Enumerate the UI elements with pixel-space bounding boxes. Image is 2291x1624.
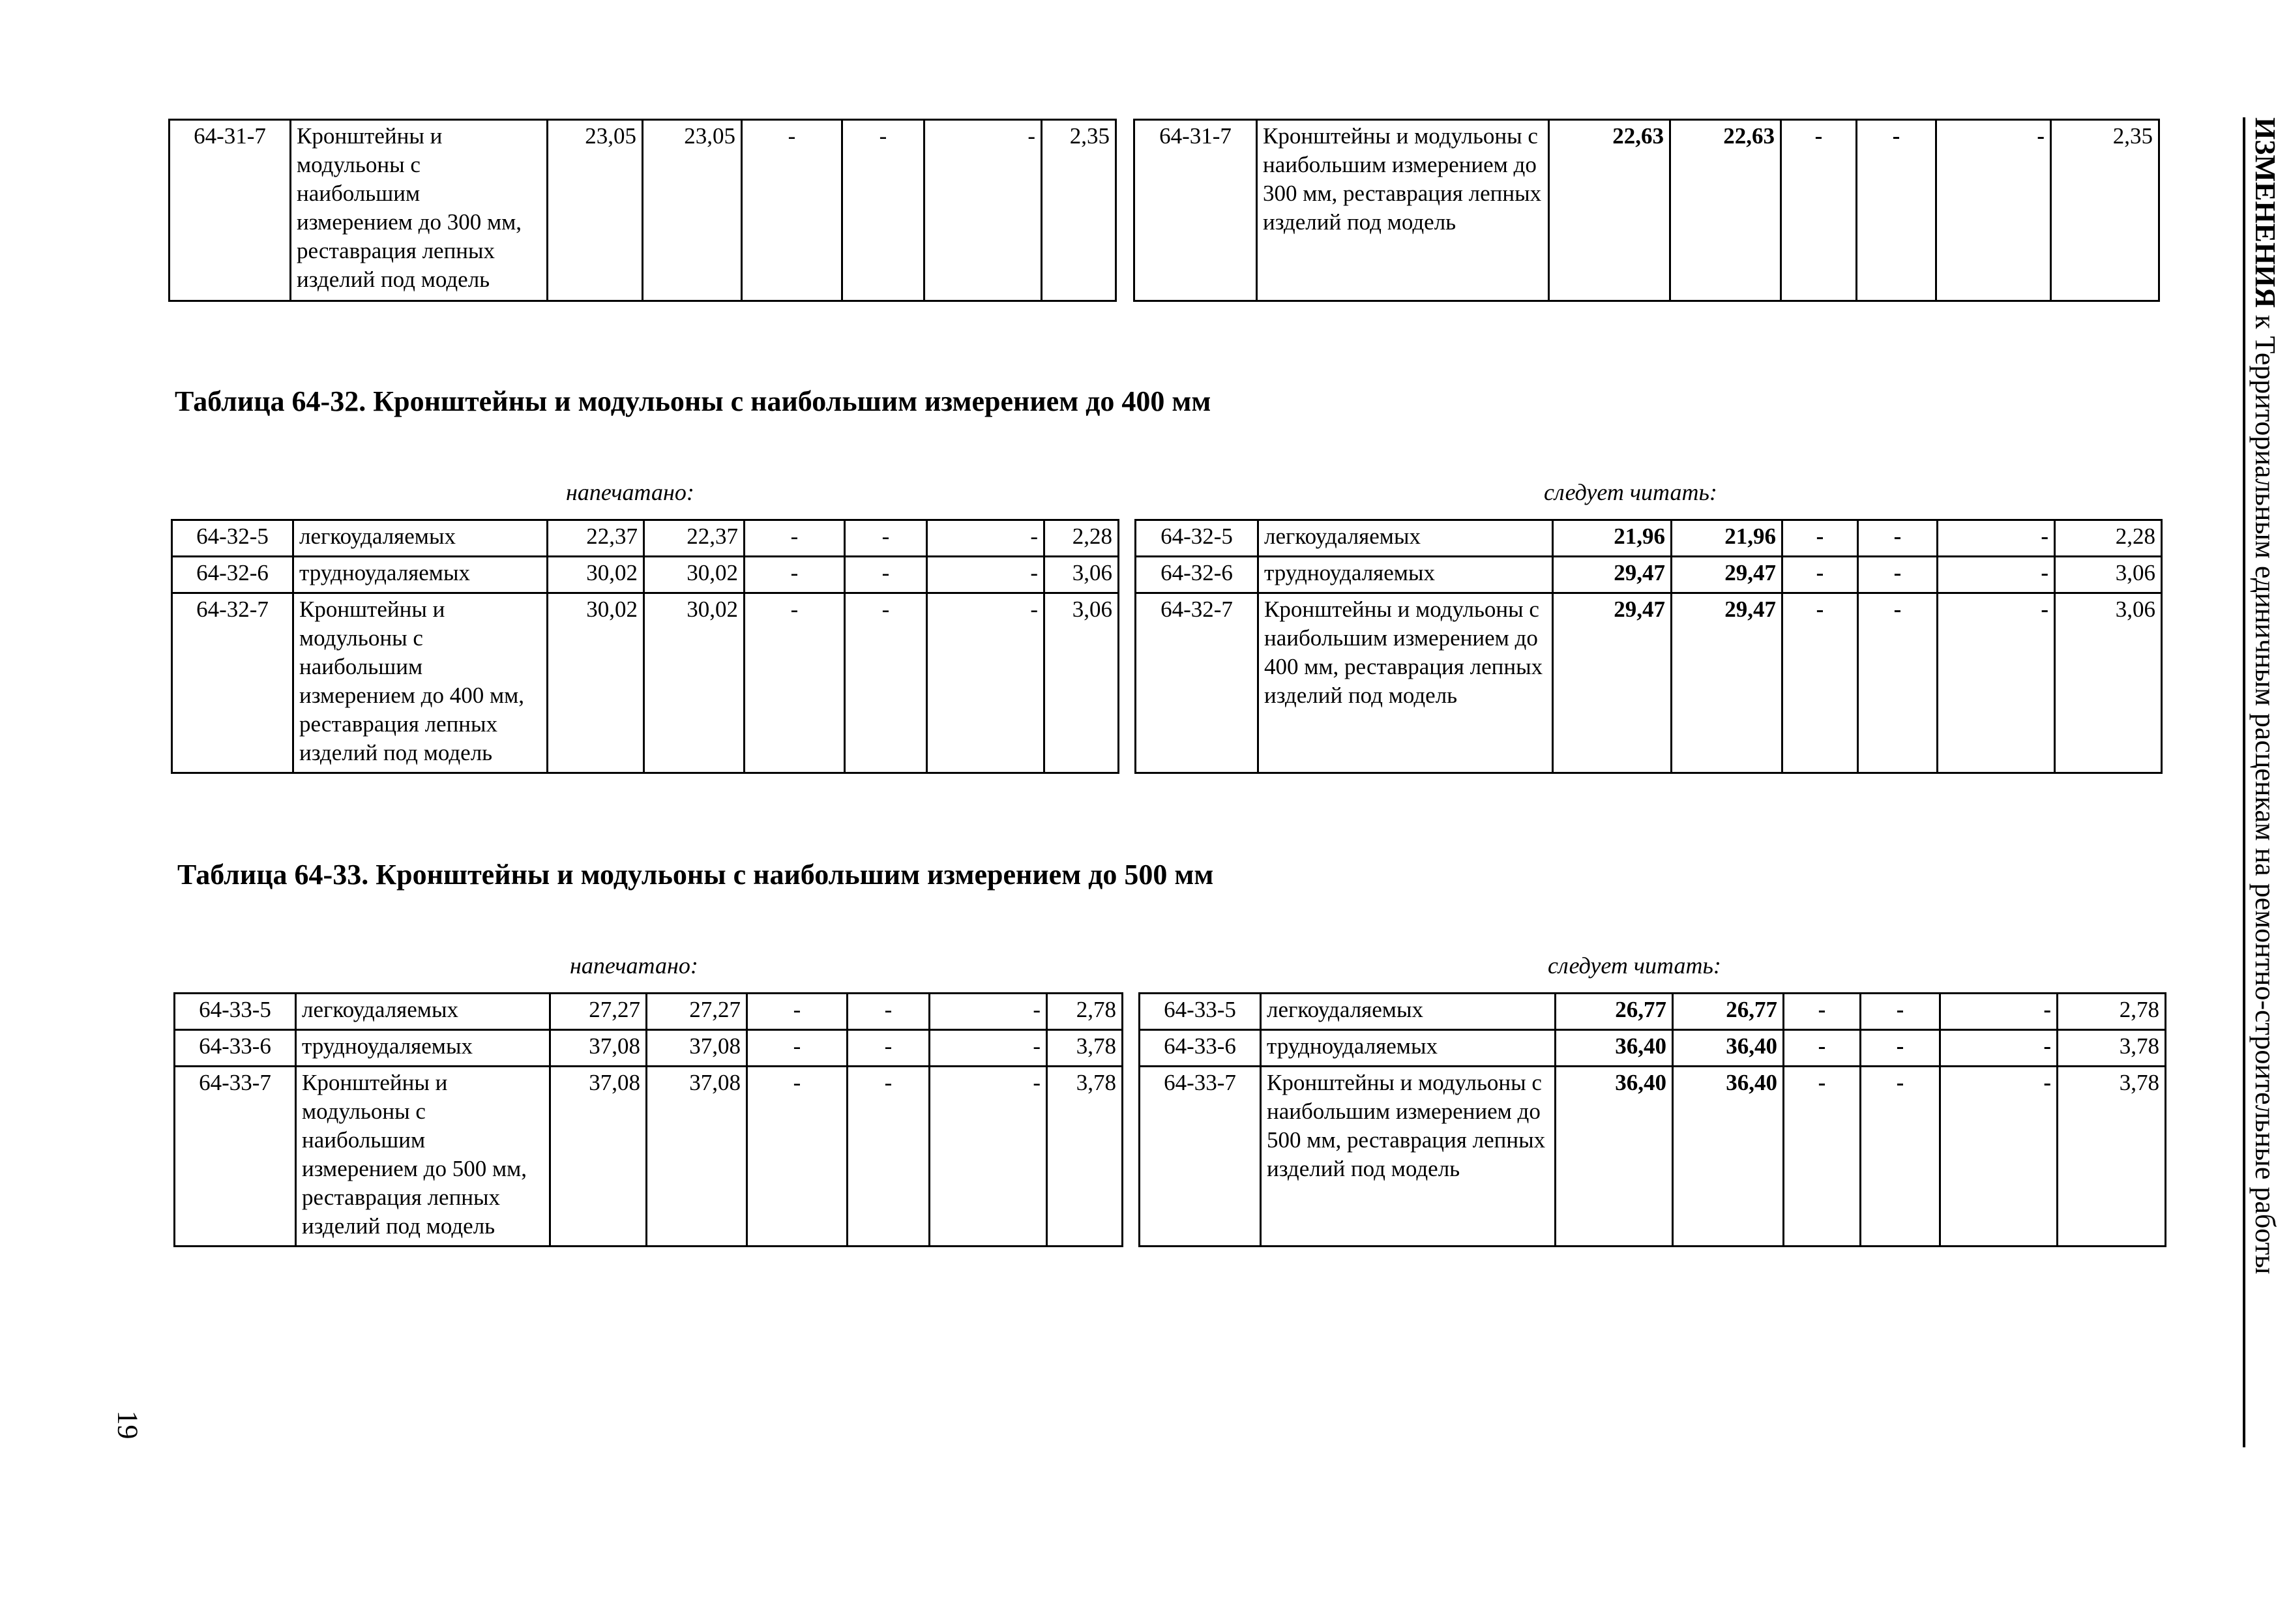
description-cell: трудноудаляемых (1258, 557, 1553, 593)
running-header (2243, 117, 2281, 1447)
value-cell: 27,27 (647, 994, 747, 1030)
value-cell: - (1940, 1030, 2058, 1067)
value-cell: - (848, 1030, 930, 1067)
value-cell: 29,47 (1672, 557, 1782, 593)
running-header-bold: ИЗМЕНЕНИЯ (2249, 117, 2281, 308)
description-cell: трудноудаляемых (1261, 1030, 1556, 1067)
value-cell: 3,78 (1047, 1067, 1123, 1247)
table-64-32-printed (171, 519, 1119, 774)
value-cell: 26,77 (1673, 994, 1784, 1030)
value-cell: - (845, 557, 927, 593)
value-cell: 30,02 (548, 557, 644, 593)
table-64-33-printed (173, 992, 1123, 1247)
value-cell: 2,78 (2058, 994, 2166, 1030)
value-cell: - (745, 520, 845, 557)
value-cell: - (1940, 994, 2058, 1030)
code-cell: 64-31-7 (1134, 120, 1257, 301)
table-row (175, 1067, 1123, 1247)
code-cell: 64-33-5 (175, 994, 296, 1030)
value-cell: - (927, 593, 1044, 773)
value-cell: 2,35 (2051, 120, 2159, 301)
code-cell: 64-32-7 (1136, 593, 1258, 773)
code-cell: 64-33-6 (175, 1030, 296, 1067)
value-cell: - (1938, 520, 2055, 557)
description-cell: Кронштейны и модульоны с наибольшим измерением до 400 мм, реставрация лепных изделий под модель (1258, 593, 1553, 773)
value-cell: 3,06 (2055, 557, 2162, 593)
value-cell: 29,47 (1553, 593, 1672, 773)
value-cell: - (745, 557, 845, 593)
value-cell: 3,06 (1044, 557, 1119, 593)
value-cell: 2,28 (1044, 520, 1119, 557)
table-row (175, 994, 1123, 1030)
description-cell: трудноудаляемых (296, 1030, 550, 1067)
value-cell: - (930, 1067, 1047, 1247)
description-cell: Кронштейны и модульоны с наибольшим измерением до 400 мм, реставрация лепных изделий под модель (293, 593, 548, 773)
value-cell: - (1782, 520, 1858, 557)
value-cell: - (848, 994, 930, 1030)
value-cell: - (1861, 994, 1940, 1030)
value-cell: - (1861, 1030, 1940, 1067)
caption-read-as: следует читать: (1548, 952, 1721, 979)
table-64-31-corrected (1133, 119, 2160, 302)
value-cell: 3,06 (1044, 593, 1119, 773)
value-cell: 37,08 (550, 1067, 647, 1247)
value-cell: - (1936, 120, 2051, 301)
code-cell: 64-32-5 (1136, 520, 1258, 557)
code-cell: 64-32-5 (172, 520, 293, 557)
value-cell: - (1781, 120, 1857, 301)
value-cell: 27,27 (550, 994, 647, 1030)
value-cell: - (1938, 593, 2055, 773)
table-row (1134, 120, 2159, 301)
value-cell: 29,47 (1672, 593, 1782, 773)
value-cell: - (845, 593, 927, 773)
value-cell: 3,78 (2058, 1030, 2166, 1067)
value-cell: - (747, 1030, 848, 1067)
value-cell: - (745, 593, 845, 773)
value-cell: - (1782, 557, 1858, 593)
value-cell: 3,78 (2058, 1067, 2166, 1247)
value-cell: 26,77 (1556, 994, 1673, 1030)
code-cell: 64-32-6 (1136, 557, 1258, 593)
value-cell: - (924, 120, 1042, 301)
code-cell: 64-33-6 (1140, 1030, 1261, 1067)
description-cell: легкоудаляемых (1261, 994, 1556, 1030)
table-title-64-32: Таблица 64-32. Кронштейны и модульоны с наибольшим измерением до 400 мм (175, 385, 1211, 417)
value-cell: - (1784, 1067, 1861, 1247)
value-cell: 22,63 (1670, 120, 1781, 301)
caption-read-as: следует читать: (1544, 479, 1717, 505)
value-cell: 21,96 (1553, 520, 1672, 557)
table-64-31-printed (168, 119, 1117, 302)
value-cell: - (927, 520, 1044, 557)
value-cell: 36,40 (1556, 1030, 1673, 1067)
code-cell: 64-33-7 (175, 1067, 296, 1247)
value-cell: - (930, 1030, 1047, 1067)
value-cell: 3,06 (2055, 593, 2162, 773)
table-row (172, 593, 1119, 773)
table-row (1140, 1030, 2166, 1067)
value-cell: - (1782, 593, 1858, 773)
value-cell: 36,40 (1673, 1030, 1784, 1067)
value-cell: 23,05 (548, 120, 643, 301)
description-cell: Кронштейны и модульоны с наибольшим измерением до 300 мм, реставрация лепных изделий под модель (291, 120, 548, 301)
code-cell: 64-31-7 (170, 120, 291, 301)
code-cell: 64-32-7 (172, 593, 293, 773)
value-cell: - (1858, 520, 1938, 557)
value-cell: 37,08 (647, 1030, 747, 1067)
table-title-64-33: Таблица 64-33. Кронштейны и модульоны с наибольшим измерением до 500 мм (177, 859, 1214, 891)
description-cell: Кронштейны и модульоны с наибольшим измерением до 300 мм, реставрация лепных изделий под модель (1257, 120, 1549, 301)
value-cell: 37,08 (647, 1067, 747, 1247)
value-cell: 36,40 (1556, 1067, 1673, 1247)
table-row (1136, 557, 2162, 593)
table-row (1140, 994, 2166, 1030)
description-cell: легкоудаляемых (293, 520, 548, 557)
value-cell: - (927, 557, 1044, 593)
value-cell: 2,28 (2055, 520, 2162, 557)
value-cell: 29,47 (1553, 557, 1672, 593)
caption-printed: напечатано: (566, 479, 694, 505)
value-cell: - (848, 1067, 930, 1247)
value-cell: 22,63 (1549, 120, 1670, 301)
value-cell: 3,78 (1047, 1030, 1123, 1067)
caption-printed: напечатано: (570, 952, 698, 979)
description-cell: легкоудаляемых (296, 994, 550, 1030)
table-row (172, 520, 1119, 557)
value-cell: 22,37 (644, 520, 745, 557)
table-row (1136, 520, 2162, 557)
value-cell: 30,02 (644, 557, 745, 593)
table-row (1136, 593, 2162, 773)
description-cell: Кронштейны и модульоны с наибольшим измерением до 500 мм, реставрация лепных изделий под модель (1261, 1067, 1556, 1247)
value-cell: 2,35 (1042, 120, 1116, 301)
code-cell: 64-33-5 (1140, 994, 1261, 1030)
value-cell: 36,40 (1673, 1067, 1784, 1247)
table-row (170, 120, 1116, 301)
table-row (172, 557, 1119, 593)
description-cell: легкоудаляемых (1258, 520, 1553, 557)
value-cell: - (845, 520, 927, 557)
table-row (175, 1030, 1123, 1067)
description-cell: Кронштейны и модульоны с наибольшим измерением до 500 мм, реставрация лепных изделий под модель (296, 1067, 550, 1247)
value-cell: 37,08 (550, 1030, 647, 1067)
description-cell: трудноудаляемых (293, 557, 548, 593)
code-cell: 64-32-6 (172, 557, 293, 593)
value-cell: - (1858, 557, 1938, 593)
value-cell: 30,02 (548, 593, 644, 773)
value-cell: - (1784, 1030, 1861, 1067)
value-cell: - (747, 1067, 848, 1247)
value-cell: 30,02 (644, 593, 745, 773)
value-cell: 23,05 (643, 120, 742, 301)
value-cell: - (930, 994, 1047, 1030)
value-cell: 22,37 (548, 520, 644, 557)
code-cell: 64-33-7 (1140, 1067, 1261, 1247)
value-cell: - (842, 120, 924, 301)
value-cell: - (1857, 120, 1936, 301)
running-header-rest: к Территориальным единичным расценкам на ремонтно-строительные работы (2249, 308, 2281, 1275)
table-row (1140, 1067, 2166, 1247)
value-cell: - (1940, 1067, 2058, 1247)
value-cell: - (742, 120, 842, 301)
value-cell: - (1938, 557, 2055, 593)
table-64-33-corrected (1138, 992, 2166, 1247)
value-cell: - (1784, 994, 1861, 1030)
page-number: 19 (111, 1410, 144, 1439)
table-64-32-corrected (1134, 519, 2163, 774)
value-cell: - (747, 994, 848, 1030)
value-cell: 2,78 (1047, 994, 1123, 1030)
value-cell: 21,96 (1672, 520, 1782, 557)
value-cell: - (1861, 1067, 1940, 1247)
value-cell: - (1858, 593, 1938, 773)
